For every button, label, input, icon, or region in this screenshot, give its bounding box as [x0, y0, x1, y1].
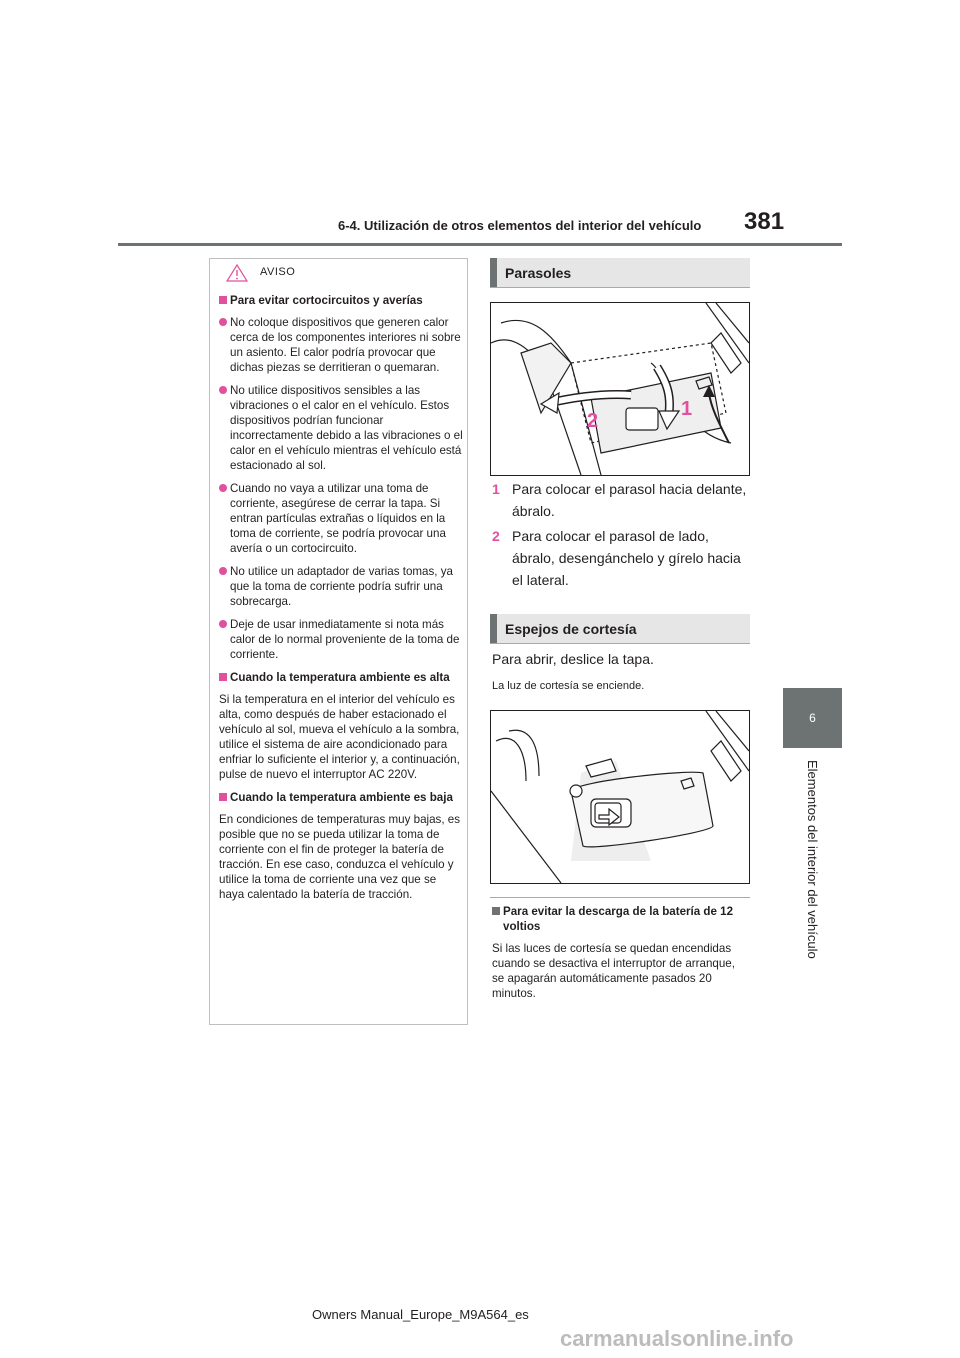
- battery-subheading: Para evitar la descarga de la batería de 12 voltios: [492, 904, 750, 934]
- warning-box: [209, 258, 468, 1025]
- sun-visor-step-1: [492, 478, 752, 522]
- figure-label-2: 2: [587, 410, 599, 432]
- chapter-title: Elementos del interior del vehículo: [805, 760, 820, 959]
- mirror-instruction: Para abrir, deslice la tapa.: [492, 651, 654, 667]
- warning-paragraph: Si la temperatura en el interior del vehículo es alta, como después de haber estacionado el vehículo al sol, mueva el vehículo a la sombra, utilice el sistema de aire acondicionado para enfriar lo suficiente el interior y, a continuación, pulse de nuevo el interruptor AC 220V.: [219, 693, 460, 781]
- sun-visors-heading-text: Parasoles: [505, 265, 572, 281]
- warning-bullet: No utilice un adaptador de varias tomas, ya que la toma de corriente podría sufrir una sobrecarga.: [219, 564, 463, 609]
- step-number: 2: [492, 528, 500, 544]
- mirror-note: La luz de cortesía se enciende.: [492, 680, 645, 692]
- vanity-mirror-illustration: [491, 711, 749, 883]
- warning-subheading: Para evitar cortocircuitos y averías: [219, 293, 463, 308]
- figure-label-1: 1: [681, 398, 693, 420]
- battery-paragraph: Si las luces de cortesía se quedan encendidas cuando se desactiva el interruptor de arranque, se apagarán automáticamente pasados 20 minutos.: [492, 942, 735, 1000]
- chapter-title-vertical: [783, 760, 842, 990]
- vanity-mirrors-heading: [490, 614, 750, 644]
- step-number: 1: [492, 481, 500, 497]
- warning-bullet: No coloque dispositivos que generen calor cerca de los componentes interiores ni sobre un asiento. El calor podría provocar que dichas piezas se derritieran o quemaran.: [219, 315, 463, 375]
- watermark: carmanualsonline.info: [560, 1326, 794, 1351]
- warning-bullet: No utilice dispositivos sensibles a las vibraciones o el calor en el vehículo. Estos dispositivos podrían funcionar incorrectamente debido a las vibraciones o el calor en el vehículo mientras el vehículo está estacionado al sol.: [219, 383, 463, 473]
- warning-paragraph: En condiciones de temperaturas muy bajas, es posible que no se pueda utilizar la toma de corriente con el fin de proteger la batería de tracción. En ese caso, conduzca el vehículo y utilice la toma de corriente una vez que se haya calentado la batería de tracción.: [219, 813, 461, 901]
- sun-visor-illustration: [491, 303, 749, 475]
- warning-header: [210, 259, 467, 285]
- page-number: 381: [744, 208, 785, 235]
- section-title: 6-4. Utilización de otros elementos del interior del vehículo: [338, 218, 702, 233]
- sun-visor-figure: [490, 302, 750, 476]
- sun-visors-heading: [490, 258, 750, 288]
- chapter-number: 6: [809, 711, 816, 725]
- warning-subheading: Cuando la temperatura ambiente es baja: [219, 790, 463, 805]
- warning-triangle-icon: [226, 264, 248, 282]
- chapter-tab[interactable]: [783, 688, 842, 748]
- heading-bar: [490, 258, 497, 287]
- warning-bullet: Deje de usar inmediatamente si nota más calor de lo normal proveniente de la toma de corriente.: [219, 617, 463, 662]
- warning-subheading: Cuando la temperatura ambiente es alta: [219, 670, 463, 685]
- footer: Owners Manual_Europe_M9A564_es: [312, 1307, 529, 1322]
- vanity-mirror-figure: [490, 710, 750, 884]
- heading-bar: [490, 614, 497, 643]
- battery-rule: [490, 897, 750, 898]
- warning-body: [219, 293, 463, 910]
- warning-bullet: Cuando no vaya a utilizar una toma de corriente, asegúrese de cerrar la tapa. Si entran partículas extrañas o líquidos en la toma de corriente, se podría provocar una avería o un cortocircuito.: [219, 481, 463, 556]
- step-text: Para colocar el parasol hacia delante, ábralo.: [512, 481, 747, 519]
- vanity-mirrors-heading-text: Espejos de cortesía: [505, 621, 637, 637]
- warning-label: AVISO: [260, 266, 296, 278]
- header-rule: [118, 243, 842, 246]
- sun-visor-step-2: [492, 525, 752, 591]
- step-text: Para colocar el parasol de lado, ábralo, desengánchelo y gírelo hacia el lateral.: [512, 528, 741, 588]
